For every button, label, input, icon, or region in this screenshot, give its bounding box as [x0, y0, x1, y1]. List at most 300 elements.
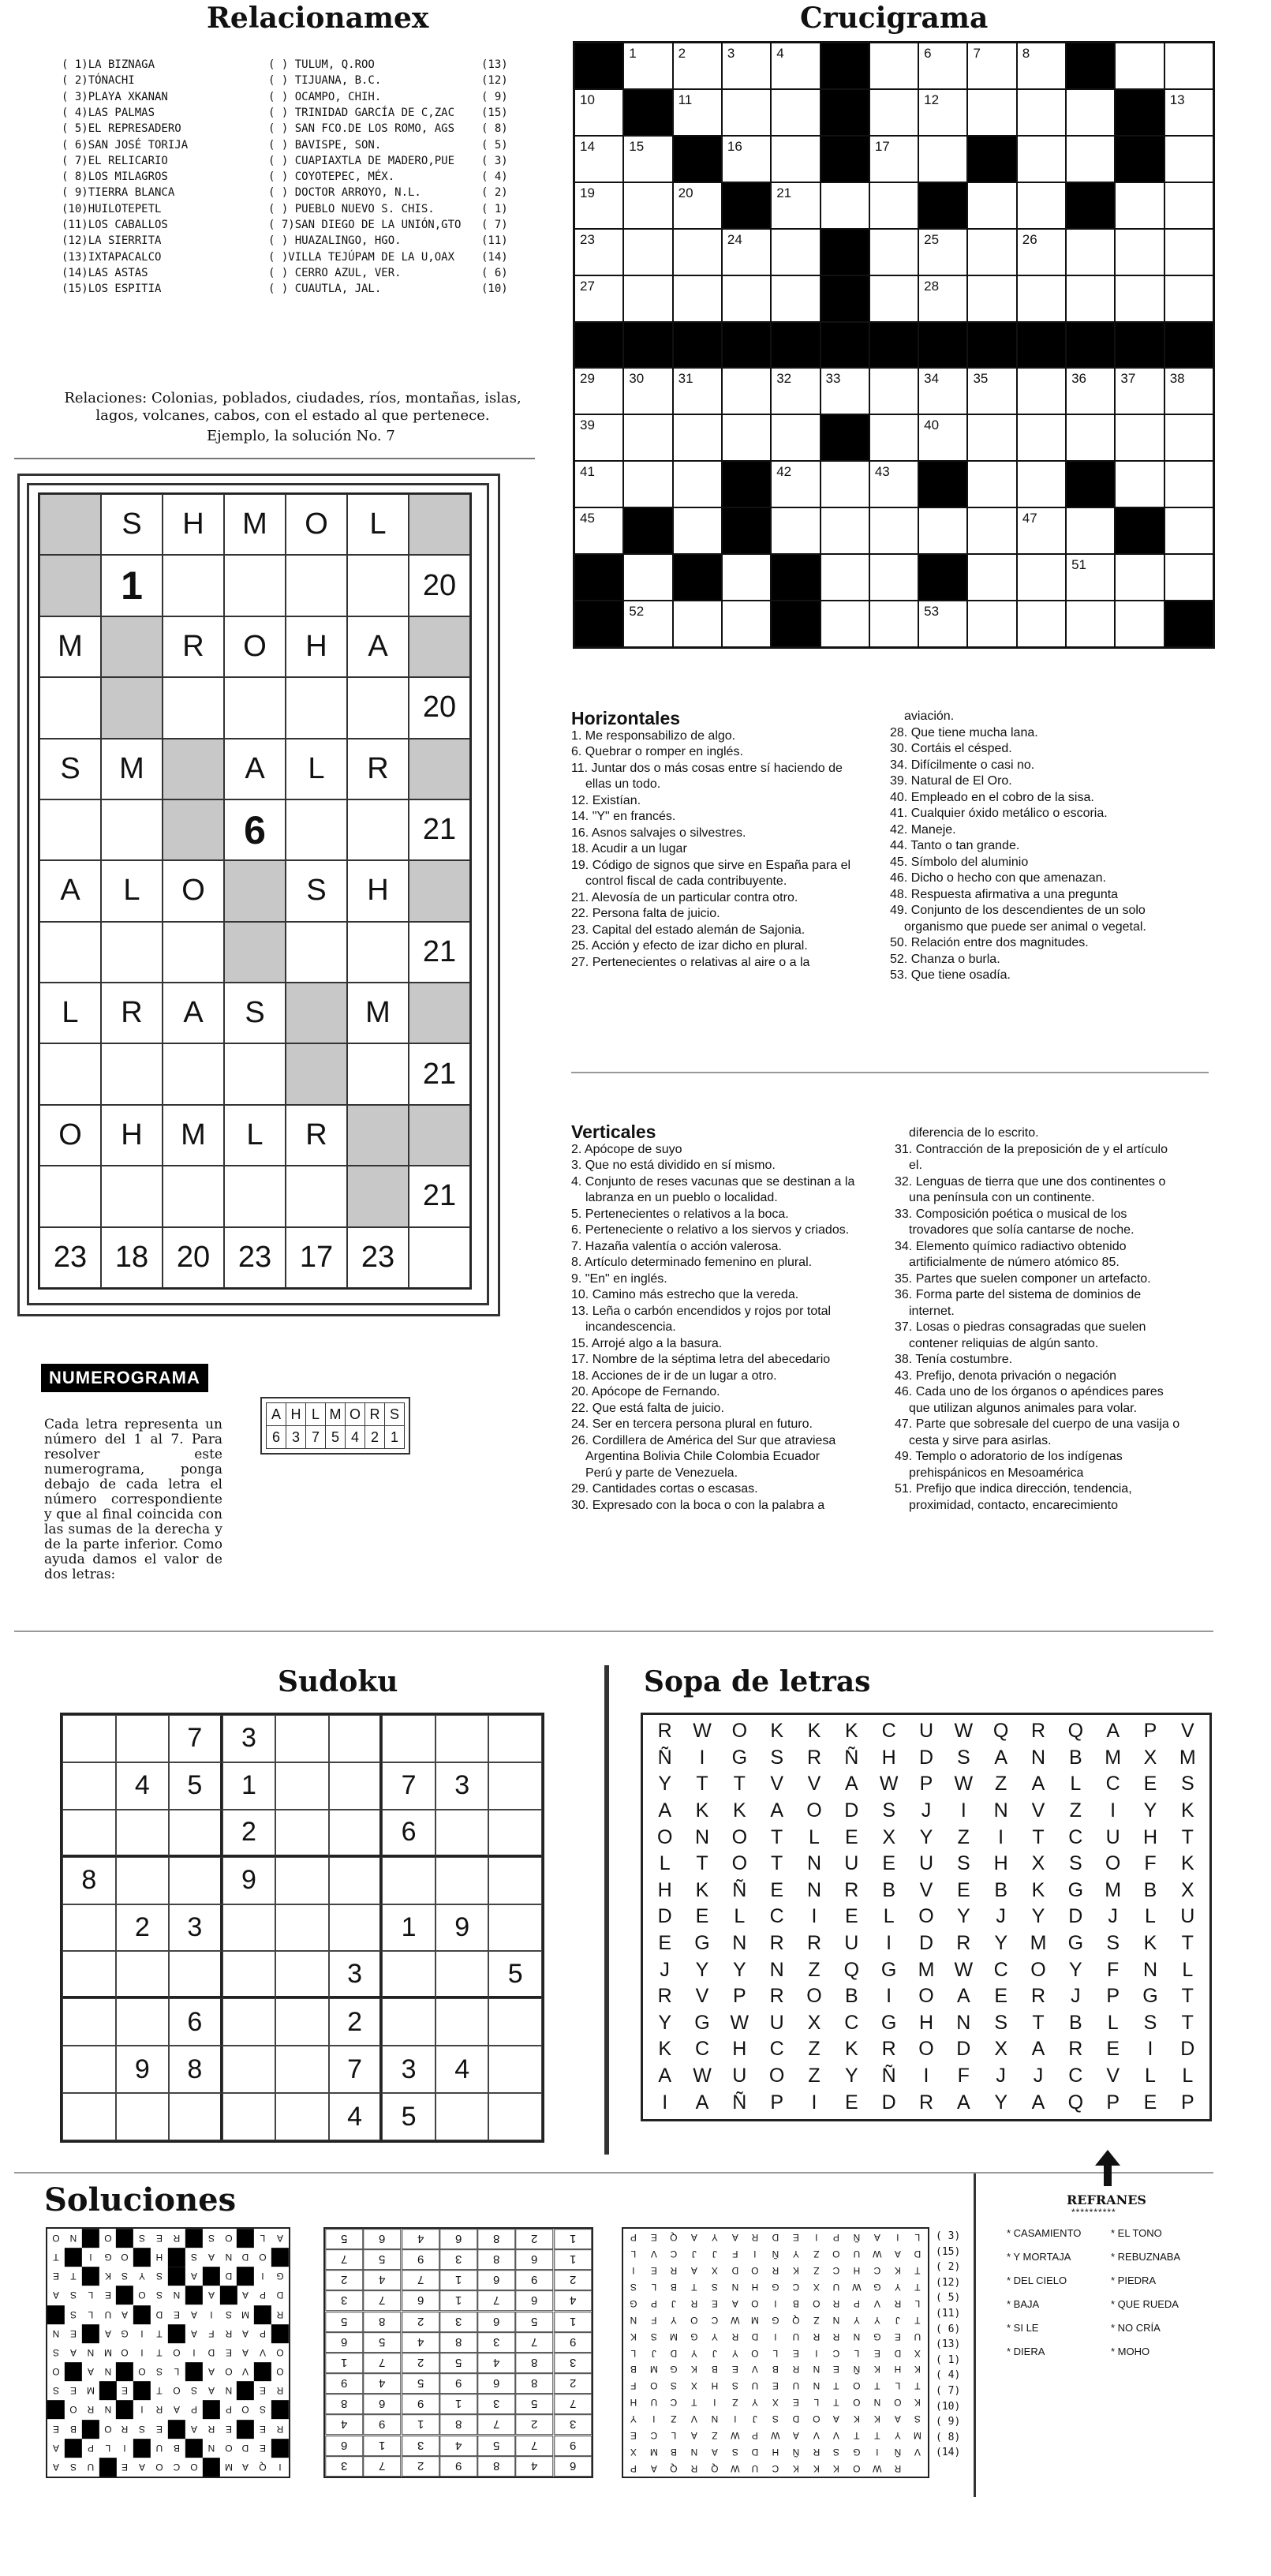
- crossword-cell: [967, 368, 1016, 414]
- solution-letter: R: [731, 2331, 738, 2342]
- solution-letter: Z: [731, 2396, 738, 2408]
- crossword-cell: [821, 461, 869, 507]
- wordsearch-letter: T: [696, 1852, 708, 1875]
- sudoku-cell: 2: [116, 1904, 170, 1952]
- wordsearch-letter: J: [1033, 2065, 1044, 2087]
- solution-letter: S: [731, 2446, 738, 2458]
- sudoku-cell: [488, 1810, 542, 1857]
- numerograma-cell: [163, 555, 224, 616]
- wordsearch-letter: E: [1143, 1773, 1157, 1795]
- crossword-cell: [673, 368, 722, 414]
- numerograma-cell: 20: [409, 555, 470, 616]
- solution-letter: A: [104, 2327, 111, 2339]
- wordsearch-letter: U: [1180, 1905, 1195, 1928]
- solution-letter: P: [260, 2290, 267, 2301]
- solution-letter: K: [894, 2264, 901, 2276]
- crossword-clue-number: 19: [580, 185, 595, 200]
- solution-letter: E: [894, 2331, 901, 2342]
- sudoku-cell: [488, 1762, 542, 1810]
- solution-letter: V: [914, 2446, 921, 2458]
- crossword-clue-number: 10: [580, 92, 595, 107]
- crossword-black-cell: [623, 89, 672, 136]
- clue: 12. Existían.: [571, 793, 641, 807]
- relacionamex-location: ( ) CUAUTLA, JAL.: [268, 283, 382, 296]
- wordsearch-letter: T: [1181, 1825, 1194, 1848]
- crossword-cell: [821, 368, 869, 414]
- verticales-col1: [571, 1121, 880, 1514]
- solution-black-cell: [168, 2248, 185, 2267]
- solution-letter: C: [670, 2248, 678, 2260]
- crossword-cell: [1115, 43, 1164, 89]
- wordsearch-letter: G: [694, 1932, 710, 1955]
- numerograma-cell: 1: [101, 555, 163, 616]
- relacionamex-number: ( 8): [481, 122, 508, 136]
- solution-letter: F: [630, 2379, 637, 2391]
- crossword-cell: [1164, 554, 1213, 601]
- solution-letter: M: [241, 2308, 250, 2320]
- crossword-black-cell: [821, 322, 869, 369]
- solution-letter: O: [751, 2297, 759, 2309]
- numerograma-cell: M: [347, 983, 409, 1043]
- solution-letter: N: [690, 2446, 698, 2458]
- wordsearch-letter: G: [694, 2011, 710, 2034]
- crossword-cell: [574, 507, 623, 554]
- wordsearch-letter: W: [730, 2011, 750, 2034]
- crossword-cell: [574, 136, 623, 182]
- clue: control fiscal de cada contribuyente.: [585, 874, 787, 888]
- crossword-cell: [821, 554, 869, 601]
- clue: 24. Ser en tercera persona plural en futuro.: [571, 1417, 813, 1431]
- solution-letter: P: [630, 2231, 637, 2243]
- solution-letter: B: [711, 2363, 718, 2375]
- wordsearch-letter: A: [994, 1746, 1007, 1769]
- solution-letter: L: [813, 2396, 819, 2408]
- solution-letter: P: [650, 2297, 657, 2309]
- solution-letter: O: [853, 2462, 861, 2474]
- refran-word: * BAJA: [1007, 2298, 1040, 2310]
- sudoku-cell: [62, 1810, 116, 1857]
- crossword-cell: [1115, 368, 1164, 414]
- solution-letter: O: [690, 2314, 698, 2326]
- crossword-clue-number: 16: [727, 138, 742, 154]
- solution-letter: R: [690, 2462, 698, 2474]
- solution-letter: S: [156, 2290, 163, 2301]
- wordsearch-letter: L: [1145, 2065, 1156, 2087]
- solution-letter: E: [173, 2308, 180, 2320]
- wordsearch-letter: Z: [957, 1825, 970, 1848]
- solution-black-cell: [203, 2267, 220, 2286]
- solution-letter: X: [772, 2396, 779, 2408]
- relacionamex-place: ( 8)LOS MILAGROS: [62, 170, 168, 184]
- wordsearch-letter: W: [954, 1773, 974, 1795]
- solution-letter: P: [225, 2404, 232, 2416]
- crossword-cell: [918, 136, 967, 182]
- wordsearch-letter: L: [734, 1905, 746, 1928]
- solution-number: 5: [439, 2353, 477, 2373]
- solution-letter: E: [104, 2290, 111, 2301]
- crossword-cell: [623, 182, 672, 229]
- sudoku-cell: [116, 1998, 170, 2046]
- wordsearch-letter: Z: [808, 1958, 821, 1981]
- solution-letter: N: [731, 2281, 738, 2293]
- solution-number: 5: [363, 2249, 401, 2270]
- sudoku-cell: 1: [222, 1762, 276, 1810]
- crossword-cell: [1017, 136, 1066, 182]
- solution-number: 8: [477, 2456, 515, 2477]
- solution-number: 6: [325, 2332, 363, 2353]
- numerograma-cell: L: [347, 494, 409, 555]
- solution-letter: P: [630, 2462, 637, 2474]
- crossword-clue-number: 45: [580, 511, 595, 526]
- clue: 41. Cualquier óxido metálico o escoria.: [890, 807, 1108, 820]
- relacionamex-number: ( 1): [481, 202, 508, 215]
- crossword-clue-number: 13: [1169, 92, 1185, 107]
- clue: 11. Juntar dos o más cosas entre sí haciendo de: [571, 761, 843, 775]
- wordsearch-letter: H: [1142, 1825, 1158, 1848]
- sopa-title: Sopa de letras: [644, 1665, 871, 1698]
- relacionamex-row: [62, 155, 527, 170]
- solution-letter: L: [895, 2379, 900, 2391]
- solution-rel-number: ( 6): [936, 2323, 961, 2335]
- wordsearch-letter: E: [844, 1825, 858, 1848]
- sudoku-grid: [60, 1713, 544, 2143]
- numerograma-cell: [286, 983, 347, 1043]
- solution-letter: C: [873, 2264, 880, 2276]
- crossword-cell: [574, 89, 623, 136]
- crossword-cell: [1164, 136, 1213, 182]
- crossword-cell: [771, 136, 820, 182]
- solution-letter: O: [224, 2366, 233, 2378]
- relacionamex-number: (12): [481, 74, 508, 88]
- solution-number: 7: [325, 2249, 363, 2270]
- relacionamex-row: [62, 122, 527, 138]
- wordsearch-letter: Y: [732, 1958, 746, 1981]
- refran-word: * NO CRÍA: [1111, 2322, 1161, 2334]
- clue: el.: [909, 1159, 922, 1172]
- refran-word: * QUE RUEDA: [1111, 2298, 1179, 2310]
- wordsearch-letter: C: [694, 2038, 710, 2061]
- crossword-black-cell: [967, 136, 1016, 182]
- wordsearch-letter: T: [771, 1825, 783, 1848]
- solution-number: 6: [439, 2229, 477, 2249]
- wordsearch-letter: H: [881, 1746, 896, 1769]
- clue: 53. Que tiene osadía.: [890, 968, 1011, 982]
- wordsearch-letter: R: [657, 1985, 672, 2008]
- solution-number: 4: [515, 2456, 553, 2477]
- wordsearch-letter: C: [844, 2011, 859, 2034]
- solution-letter: D: [751, 2446, 759, 2458]
- crossword-cell: [869, 507, 918, 554]
- key-letter: O: [346, 1403, 365, 1426]
- solution-letter: R: [276, 2385, 284, 2397]
- solution-letter: L: [651, 2281, 656, 2293]
- sudoku-cell: [222, 1904, 276, 1952]
- wordsearch-letter: Z: [808, 2038, 821, 2061]
- relacionamex-row: [62, 267, 527, 283]
- key-number: 4: [346, 1426, 365, 1449]
- solution-letter: V: [260, 2347, 267, 2358]
- relacionamex-row: [62, 91, 527, 107]
- solution-letter: L: [671, 2429, 677, 2441]
- wordsearch-letter: X: [882, 1825, 895, 1848]
- solution-number: 9: [554, 2436, 592, 2456]
- wordsearch-letter: T: [1032, 2011, 1045, 2034]
- wordsearch-letter: P: [919, 1773, 933, 1795]
- wordsearch-letter: L: [1070, 1773, 1082, 1795]
- solution-letter: H: [772, 2446, 779, 2458]
- numerograma-cell: L: [224, 1105, 286, 1166]
- solution-letter: M: [224, 2461, 233, 2473]
- solution-letter: L: [88, 2308, 93, 2320]
- sudoku-cell: 7: [382, 1762, 436, 1810]
- solution-black-cell: [237, 2420, 254, 2439]
- crossword-cell: [1066, 414, 1115, 461]
- solution-letter: T: [156, 2347, 163, 2358]
- solution-letter: O: [751, 2264, 759, 2276]
- wordsearch-letter: A: [1031, 2038, 1045, 2061]
- solution-letter: D: [155, 2308, 163, 2320]
- crossword-black-cell: [918, 554, 967, 601]
- wordsearch-letter: V: [1180, 1720, 1194, 1743]
- solution-letter: N: [832, 2314, 840, 2326]
- solution-letter: G: [670, 2363, 678, 2375]
- solution-letter: N: [52, 2327, 60, 2339]
- solution-number: 6: [325, 2436, 363, 2456]
- numerograma-cell: [224, 555, 286, 616]
- solution-number: 4: [402, 2229, 439, 2249]
- divider: [571, 1072, 1209, 1073]
- clue: trovadores que solía cantarse de noche.: [909, 1223, 1135, 1237]
- solution-letter: V: [752, 2363, 759, 2375]
- wordsearch-letter: Y: [658, 1773, 671, 1795]
- solution-number: 5: [515, 2394, 553, 2414]
- crossword-cell: [722, 136, 771, 182]
- numerograma-cell: H: [347, 860, 409, 921]
- numerograma-cell: [409, 1105, 470, 1166]
- solution-letter: S: [69, 2308, 77, 2320]
- solution-letter: C: [792, 2281, 800, 2293]
- wordsearch-letter: S: [1143, 2011, 1157, 2034]
- solution-black-cell: [47, 2305, 65, 2324]
- numerograma-cell: [224, 1166, 286, 1226]
- relacionamex-place: ( 1)LA BIZNAGA: [62, 58, 155, 71]
- crossword-cell: [1164, 89, 1213, 136]
- verticales-title: Verticales: [571, 1121, 656, 1142]
- relacionamex-number: (14): [481, 250, 508, 264]
- solution-letter: S: [52, 2347, 59, 2358]
- wordsearch-letter: O: [1030, 1958, 1046, 1981]
- relacionamex-location: ( ) TULUM, Q.ROO: [268, 58, 375, 71]
- sudoku-cell: [436, 1951, 489, 1998]
- wordsearch-letter: W: [954, 1720, 974, 1743]
- solution-black-cell: [116, 2286, 133, 2305]
- solution-letter: I: [774, 2331, 777, 2342]
- solution-letter: I: [713, 2396, 716, 2408]
- wordsearch-letter: L: [1182, 2065, 1194, 2087]
- solution-letter: S: [156, 2366, 163, 2378]
- solution-letter: R: [894, 2297, 901, 2309]
- solution-letter: T: [691, 2281, 697, 2293]
- relacionamex-place: (13)IXTAPACALCO: [62, 250, 162, 264]
- clue: diferencia de lo escrito.: [909, 1126, 1039, 1140]
- solution-letter: O: [173, 2385, 181, 2397]
- solution-letter: M: [751, 2314, 760, 2326]
- crossword-cell: [1066, 368, 1115, 414]
- clue: 39. Natural de El Oro.: [890, 774, 1012, 788]
- key-letter: A: [267, 1403, 286, 1426]
- wordsearch-letter: I: [811, 1905, 817, 1928]
- solution-rel-number: ( 9): [936, 2416, 961, 2428]
- solution-letter: K: [873, 2363, 880, 2375]
- solution-letter: R: [276, 2423, 284, 2435]
- relacionamex-number: (13): [481, 58, 508, 71]
- solution-letter: S: [69, 2290, 77, 2301]
- crossword-cell: [1164, 182, 1213, 229]
- crossword-cell: [869, 554, 918, 601]
- crossword-cell: [821, 507, 869, 554]
- wordsearch-letter: Q: [1067, 1720, 1084, 1743]
- wordsearch-letter: X: [1180, 1878, 1194, 1901]
- wordsearch-letter: S: [1068, 1852, 1082, 1875]
- solution-letter: U: [87, 2461, 94, 2473]
- solution-black-cell: [271, 2248, 289, 2267]
- solution-letter: A: [242, 2290, 249, 2301]
- solution-letter: N: [225, 2385, 232, 2397]
- crossword-cell: [722, 229, 771, 275]
- solution-letter: W: [873, 2462, 882, 2474]
- solution-number: 5: [477, 2436, 515, 2456]
- wordsearch-letter: K: [1031, 1878, 1045, 1901]
- solution-number: 8: [515, 2373, 553, 2394]
- wordsearch-letter: Z: [995, 1773, 1007, 1795]
- wordsearch-letter: W: [954, 1958, 974, 1981]
- solution-letter: X: [711, 2264, 718, 2276]
- numerograma-cell: M: [224, 494, 286, 555]
- solution-letter: O: [276, 2366, 284, 2378]
- wordsearch-letter: Ñ: [844, 1746, 859, 1769]
- solution-number: 1: [402, 2414, 439, 2435]
- crossword-cell: [1017, 601, 1066, 647]
- solution-letter: U: [853, 2248, 861, 2260]
- solution-letter: T: [156, 2327, 163, 2339]
- sudoku-cell: [275, 1951, 329, 1998]
- solution-letter: N: [711, 2413, 719, 2424]
- relacionamex-row: [62, 234, 527, 250]
- solution-number: 9: [402, 2249, 439, 2270]
- sudoku-cell: [275, 2093, 329, 2140]
- crossword-cell: [722, 43, 771, 89]
- solution-letter: K: [104, 2271, 111, 2282]
- solution-number: 1: [554, 2312, 592, 2332]
- crossword-clue-number: 8: [1022, 46, 1030, 61]
- wordsearch-letter: N: [806, 1852, 822, 1875]
- crossword-cell: [918, 229, 967, 275]
- crossword-cell: [1066, 507, 1115, 554]
- crossword-clue-number: 42: [776, 464, 792, 480]
- solution-number: 3: [402, 2436, 439, 2456]
- clue: 34. Difícilmente o casi no.: [890, 758, 1035, 772]
- solution-letter: Y: [894, 2429, 901, 2441]
- numerograma-cell: L: [101, 860, 163, 921]
- numerograma-cell: [39, 1166, 101, 1226]
- wordsearch-letter: D: [1068, 1905, 1083, 1928]
- solution-number: 1: [439, 2290, 477, 2311]
- wordsearch-letter: G: [1067, 1932, 1084, 1955]
- solution-black-cell: [133, 2248, 151, 2267]
- wordsearch-letter: R: [1030, 1720, 1046, 1743]
- solution-letter: A: [894, 2413, 901, 2424]
- clue: 30. Expresado con la boca o con la palabra a: [571, 1498, 825, 1512]
- solution-letter: E: [156, 2233, 163, 2245]
- relacionamex-number: ( 5): [481, 138, 508, 152]
- solution-letter: M: [649, 2363, 658, 2375]
- solution-letter: S: [139, 2423, 146, 2435]
- solution-letter: E: [630, 2429, 637, 2441]
- clue: 27. Pertenecientes o relativas al aire o a la: [571, 955, 810, 969]
- solution-number: 8: [439, 2414, 477, 2435]
- numerograma-cell: H: [101, 1105, 163, 1166]
- wordsearch-letter: F: [1107, 1958, 1120, 1981]
- crossword-cell: [771, 182, 820, 229]
- wordsearch-letter: D: [844, 1799, 859, 1822]
- numerograma-cell: 18: [101, 1227, 163, 1288]
- crossword-black-cell: [722, 461, 771, 507]
- solution-number: 6: [515, 2249, 553, 2270]
- crossword-cell: [1066, 229, 1115, 275]
- clue: 6. Perteneciente o relativo a los siervos y criados.: [571, 1223, 850, 1237]
- crossword-black-cell: [771, 601, 820, 647]
- solution-letter: B: [772, 2363, 779, 2375]
- wordsearch-letter: O: [731, 1825, 748, 1848]
- solution-letter: U: [792, 2331, 800, 2342]
- wordsearch-letter: C: [881, 1720, 896, 1743]
- wordsearch-letter: O: [731, 1852, 748, 1875]
- crossword-clue-number: 38: [1169, 371, 1185, 387]
- numerograma-cell: A: [347, 616, 409, 677]
- solution-letter: L: [630, 2248, 637, 2260]
- solution-number: 6: [363, 2394, 401, 2414]
- crossword-cell: [1115, 414, 1164, 461]
- wordsearch-letter: B: [844, 1985, 858, 2008]
- solution-letter: N: [225, 2252, 232, 2263]
- sudoku-cell: [488, 1998, 542, 2046]
- wordsearch-letter: B: [882, 1878, 895, 1901]
- solution-letter: O: [812, 2297, 821, 2309]
- sudoku-cell: [222, 1998, 276, 2046]
- solution-letter: S: [190, 2252, 197, 2263]
- numerograma-cell: 23: [224, 1227, 286, 1288]
- crossword-clue-number: 29: [580, 371, 595, 387]
- numerograma-cell: [286, 555, 347, 616]
- solution-rel-number: (11): [936, 2307, 961, 2320]
- wordsearch-letter: I: [811, 2091, 817, 2114]
- relacionamex-number: ( 6): [481, 266, 508, 279]
- crossword-black-cell: [1115, 507, 1164, 554]
- solution-letter: H: [155, 2252, 163, 2263]
- wordsearch-letter: U: [844, 1852, 859, 1875]
- crossword-cell: [673, 229, 722, 275]
- wordsearch-letter: L: [809, 1825, 820, 1848]
- numerograma-cell: M: [101, 739, 163, 799]
- solution-letter: U: [751, 2462, 759, 2474]
- crossword-clue-number: 47: [1022, 511, 1037, 526]
- solution-letter: K: [792, 2264, 799, 2276]
- solution-black-cell: [82, 2324, 99, 2343]
- numerograma-key: [260, 1397, 410, 1455]
- solution-letter: O: [812, 2413, 821, 2424]
- solution-number: 4: [554, 2290, 592, 2311]
- solution-number: 7: [515, 2436, 553, 2456]
